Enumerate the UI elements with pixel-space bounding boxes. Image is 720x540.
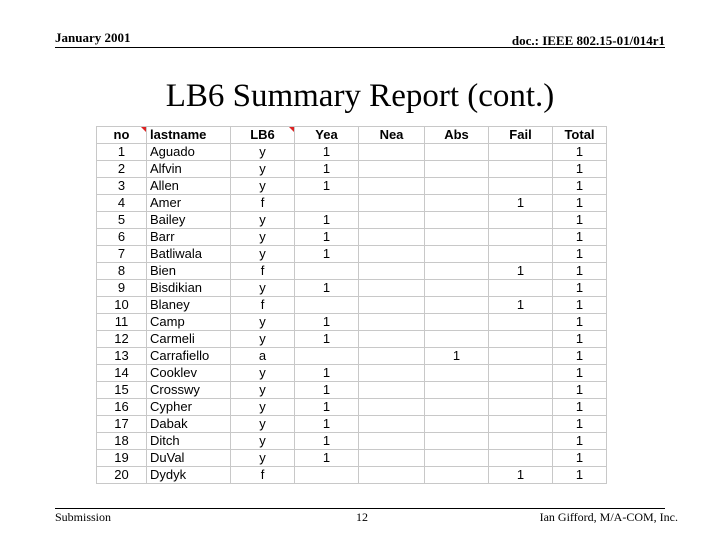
table-cell: 1 (295, 382, 359, 399)
table-cell: 5 (97, 212, 147, 229)
table-cell: 18 (97, 433, 147, 450)
table-cell: 1 (295, 280, 359, 297)
table-cell: y (231, 280, 295, 297)
table-cell: 1 (553, 331, 607, 348)
table-cell (489, 246, 553, 263)
table-cell: 1 (553, 314, 607, 331)
table-cell: 1 (295, 144, 359, 161)
table-cell: 1 (553, 195, 607, 212)
table-row (97, 365, 607, 382)
table-cell (359, 450, 425, 467)
table-cell: 8 (97, 263, 147, 280)
header-rule (55, 47, 665, 48)
table-row (97, 297, 607, 314)
table-cell: 1 (553, 382, 607, 399)
table-row (97, 246, 607, 263)
table-cell: Alfvin (147, 161, 231, 178)
table-cell: 1 (489, 263, 553, 280)
table-cell: 1 (553, 229, 607, 246)
table-cell (359, 161, 425, 178)
table-row (97, 450, 607, 467)
table-cell: Bien (147, 263, 231, 280)
table-row (97, 467, 607, 484)
table-cell: 1 (489, 297, 553, 314)
table-cell (425, 229, 489, 246)
table-cell: y (231, 450, 295, 467)
table-cell: Batliwala (147, 246, 231, 263)
table-cell: Dydyk (147, 467, 231, 484)
table-cell: y (231, 416, 295, 433)
table-row (97, 331, 607, 348)
table-cell: 17 (97, 416, 147, 433)
table-cell: Bailey (147, 212, 231, 229)
table-row (97, 348, 607, 365)
summary-table-container (96, 126, 606, 484)
table-cell (359, 280, 425, 297)
table-cell: y (231, 229, 295, 246)
table-cell (359, 348, 425, 365)
table-row (97, 144, 607, 161)
table-cell (489, 161, 553, 178)
table-cell: 1 (295, 178, 359, 195)
table-cell: 2 (97, 161, 147, 178)
table-row (97, 263, 607, 280)
table-cell: 1 (97, 144, 147, 161)
table-cell: Barr (147, 229, 231, 246)
table-cell: 20 (97, 467, 147, 484)
table-cell: 1 (553, 416, 607, 433)
table-cell: y (231, 399, 295, 416)
table-cell: y (231, 178, 295, 195)
table-cell (425, 331, 489, 348)
table-cell (489, 399, 553, 416)
table-header-row (97, 127, 607, 144)
column-header-2: LB6 (231, 127, 295, 144)
table-cell: 1 (553, 297, 607, 314)
table-cell: 4 (97, 195, 147, 212)
table-cell (425, 297, 489, 314)
table-cell: y (231, 382, 295, 399)
table-cell: 1 (489, 195, 553, 212)
table-cell (425, 399, 489, 416)
table-cell: 9 (97, 280, 147, 297)
footer-author: Ian Gifford, M/A-COM, Inc. (539, 510, 678, 524)
table-cell: 1 (553, 212, 607, 229)
table-cell: 1 (553, 433, 607, 450)
table-cell (359, 382, 425, 399)
table-cell: f (231, 195, 295, 212)
footer-page-number: 12 (356, 510, 368, 524)
table-cell (425, 314, 489, 331)
table-cell (425, 263, 489, 280)
table-row (97, 382, 607, 399)
table-cell: 1 (553, 450, 607, 467)
table-cell (425, 433, 489, 450)
table-cell (489, 433, 553, 450)
table-cell: 1 (295, 399, 359, 416)
table-cell (489, 178, 553, 195)
column-header-4: Nea (359, 127, 425, 144)
table-cell: 1 (295, 314, 359, 331)
table-cell: 1 (489, 467, 553, 484)
table-cell (359, 314, 425, 331)
table-cell: 1 (553, 348, 607, 365)
table-cell: 1 (295, 161, 359, 178)
table-cell: y (231, 433, 295, 450)
table-cell (425, 144, 489, 161)
table-cell: 3 (97, 178, 147, 195)
table-body (97, 144, 607, 484)
table-cell (359, 263, 425, 280)
table-cell (295, 467, 359, 484)
table-cell: Bisdikian (147, 280, 231, 297)
table-row (97, 416, 607, 433)
table-cell (425, 178, 489, 195)
table-cell: Carrafiello (147, 348, 231, 365)
table-cell: 1 (295, 365, 359, 382)
table-cell: f (231, 263, 295, 280)
table-cell: f (231, 297, 295, 314)
table-cell (425, 450, 489, 467)
table-cell: 1 (295, 416, 359, 433)
table-cell: Allen (147, 178, 231, 195)
table-cell: 1 (425, 348, 489, 365)
table-cell (489, 314, 553, 331)
table-cell (425, 161, 489, 178)
table-cell: 1 (295, 229, 359, 246)
table-cell (295, 263, 359, 280)
table-cell (425, 280, 489, 297)
column-header-7: Total (553, 127, 607, 144)
table-cell (489, 144, 553, 161)
table-cell: 13 (97, 348, 147, 365)
column-header-5: Abs (425, 127, 489, 144)
table-cell: 1 (295, 246, 359, 263)
table-cell: y (231, 161, 295, 178)
table-cell (425, 382, 489, 399)
table-cell (359, 433, 425, 450)
table-cell: y (231, 331, 295, 348)
table-cell (489, 450, 553, 467)
table-cell (359, 331, 425, 348)
table-cell: Ditch (147, 433, 231, 450)
table-cell (489, 212, 553, 229)
header-date: January 2001 (55, 30, 131, 45)
table-cell: 19 (97, 450, 147, 467)
table-cell (359, 195, 425, 212)
table-row (97, 280, 607, 297)
table-cell: 1 (553, 246, 607, 263)
table-cell (489, 365, 553, 382)
table-cell (489, 280, 553, 297)
table-cell: Cooklev (147, 365, 231, 382)
column-header-1: lastname (147, 127, 231, 144)
table-row (97, 178, 607, 195)
table-cell: 1 (553, 365, 607, 382)
table-cell (489, 416, 553, 433)
table-cell: 1 (553, 161, 607, 178)
summary-table (96, 126, 607, 484)
table-cell: Dabak (147, 416, 231, 433)
table-cell (359, 416, 425, 433)
table-row (97, 161, 607, 178)
table-cell: a (231, 348, 295, 365)
table-cell: 1 (295, 450, 359, 467)
table-cell (359, 246, 425, 263)
table-cell (489, 382, 553, 399)
table-row (97, 433, 607, 450)
table-cell: 15 (97, 382, 147, 399)
table-cell (489, 331, 553, 348)
table-cell: 1 (553, 178, 607, 195)
table-cell (489, 348, 553, 365)
header-doc-id: doc.: IEEE 802.15-01/014r1 (511, 33, 665, 48)
table-row (97, 195, 607, 212)
table-row (97, 399, 607, 416)
table-cell (359, 178, 425, 195)
table-cell: f (231, 467, 295, 484)
table-cell: 12 (97, 331, 147, 348)
table-cell (359, 365, 425, 382)
table-cell (295, 195, 359, 212)
footer-rule (55, 508, 665, 509)
table-cell: y (231, 144, 295, 161)
table-cell: 1 (295, 212, 359, 229)
table-cell (489, 229, 553, 246)
table-cell: Blaney (147, 297, 231, 314)
table-cell (359, 467, 425, 484)
table-cell: 1 (553, 399, 607, 416)
table-cell: 14 (97, 365, 147, 382)
table-cell: Aguado (147, 144, 231, 161)
table-cell: Camp (147, 314, 231, 331)
table-cell: y (231, 365, 295, 382)
comment-marker-icon (141, 127, 146, 132)
table-cell: 11 (97, 314, 147, 331)
table-cell (425, 212, 489, 229)
table-cell (425, 416, 489, 433)
table-cell: 1 (295, 331, 359, 348)
table-cell: 7 (97, 246, 147, 263)
table-row (97, 212, 607, 229)
table-row (97, 314, 607, 331)
table-cell: 1 (553, 467, 607, 484)
table-cell (425, 195, 489, 212)
table-row (97, 229, 607, 246)
table-cell: 6 (97, 229, 147, 246)
table-cell: 16 (97, 399, 147, 416)
table-cell: Carmeli (147, 331, 231, 348)
column-header-0: no (97, 127, 147, 144)
table-cell: Amer (147, 195, 231, 212)
table-cell: 1 (553, 263, 607, 280)
table-cell: Crosswy (147, 382, 231, 399)
comment-marker-icon (289, 127, 294, 132)
table-cell: 1 (553, 280, 607, 297)
table-cell (295, 297, 359, 314)
table-cell: y (231, 246, 295, 263)
table-cell (359, 399, 425, 416)
table-cell (425, 246, 489, 263)
column-header-6: Fail (489, 127, 553, 144)
table-cell: y (231, 314, 295, 331)
table-cell: DuVal (147, 450, 231, 467)
table-cell: y (231, 212, 295, 229)
table-cell (359, 297, 425, 314)
table-cell (425, 467, 489, 484)
slide-title: LB6 Summary Report (cont.) (165, 78, 555, 114)
table-cell: 1 (295, 433, 359, 450)
table-cell (295, 348, 359, 365)
column-header-3: Yea (295, 127, 359, 144)
table-cell: Cypher (147, 399, 231, 416)
table-cell: 1 (553, 144, 607, 161)
table-cell: 10 (97, 297, 147, 314)
table-cell (359, 229, 425, 246)
table-cell (359, 212, 425, 229)
table-cell (359, 144, 425, 161)
footer-submission: Submission (55, 510, 112, 524)
table-cell (425, 365, 489, 382)
